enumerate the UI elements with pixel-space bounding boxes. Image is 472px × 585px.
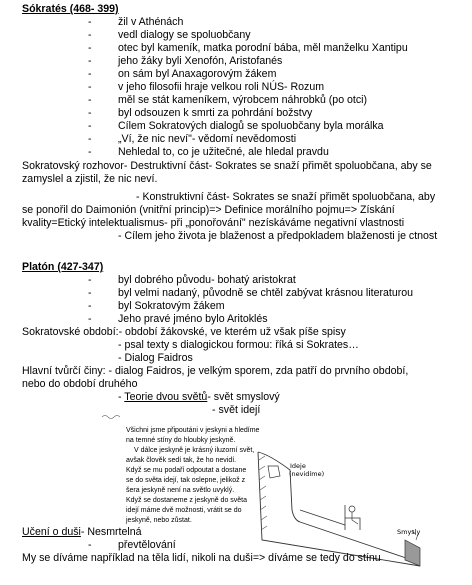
list-item: - v jeho filosofii hraje velkou roli NÚS- Rozum [88, 81, 325, 93]
list-item: - on sám byl Anaxagorovým žákem [88, 68, 277, 80]
diagram-label-ideas-sub: (nevidíme) [289, 470, 325, 478]
soul-teaching-title: Učení o duši [22, 526, 81, 538]
list-item: - Cílem Sokratových dialogů se spoluobčany byla morálka [88, 120, 384, 132]
shadow-conclusion-line: My se díváme například na těla lidí, nikoli na duši=> díváme se tedy do stínu [22, 552, 381, 564]
diagram-label-ideas: Ideje [290, 462, 306, 470]
cave-text-line: idejí máme dvě možnosti, vrátit se do [126, 507, 242, 514]
list-item: - Jeho pravé jméno bylo Aritoklés [88, 313, 268, 325]
socrates-heading: Sókratés (468- 399) [22, 3, 119, 15]
life-goal-line: - Cílem jeho života je blaženost a předpokladem blaženosti je ctnost [118, 230, 438, 242]
world-of-ideas-line: - svět idejí [212, 404, 261, 416]
diagram-label-senses: Smysly [397, 528, 421, 536]
list-item: - byl odsouzen k smrti za pohrdání božstvy [88, 107, 313, 119]
cave-text-line: se do světa idejí, tak oslepne, jelikož z [126, 477, 246, 484]
two-worlds-line: - Teorie dvou světů- svět smyslový [118, 391, 280, 403]
cave-text-line: Všichni jsme připoutáni v jeskyni a hledíme [126, 427, 260, 434]
list-item: - byl velmi nadaný, původně se chtěl zabývat krásnou literaturou [88, 287, 414, 299]
list-item: - vedl dialogy se spoluobčany [88, 29, 251, 41]
cave-text-line: avšak člověk sedí tak, že ho nevidí. [126, 457, 237, 464]
constructive-part-line: kvality=Etický intelektualismus- při „ponořování" nezískáváme negativní vlastnosti [22, 217, 405, 229]
cave-text-line: V dálce jeskyně je krásný iluzorní svět, [134, 447, 255, 454]
cave-text-line: šera jeskyně není na světlo uvyklý. [126, 487, 235, 494]
list-item: - měl se stát kameníkem, výrobcem náhrobků (po otci) [88, 94, 368, 106]
list-item: - otec byl kameník, matka porodní bába, měl manželku Xantipu [88, 42, 408, 54]
list-item: - převtělování [88, 539, 176, 551]
cave-text-line: jeskyně, nebo zůstat. [126, 517, 192, 524]
list-item: - „Ví, že nic neví"- vědomí nevědomosti [88, 133, 297, 145]
list-item: - žil v Athénách [88, 16, 184, 28]
constructive-part-line: - Konstruktivní část- Sokrates se snaží přimět spoluobčana, aby [136, 191, 436, 203]
constructive-part-line: se ponořil do Daimonión (vnitřní princip)=> Definice morálního pojmu=> Získání [22, 204, 395, 216]
list-item: - byl dobrého původu- bohatý aristokrat [88, 274, 296, 286]
list-item: - byl Sokratovým žákem [88, 300, 225, 312]
plato-heading: Platón (427-347) [22, 261, 104, 273]
dialogue-paragraph-line: zamyslel a zjistil, že nic neví. [22, 173, 158, 185]
main-works-line: Hlavní tvůrčí činy: - dialog Faidros, je velkým sporem, zda patří do prvního období, [22, 365, 409, 377]
main-works-line: nebo do období druhého [22, 378, 138, 390]
two-worlds-title: Teorie dvou světů [124, 391, 208, 403]
list-item: - jeho žáky byli Xenofón, Aristofanés [88, 55, 283, 67]
cave-text-line: Když se mu podaří odpoutat a dostane [126, 467, 247, 474]
soul-teaching-line: Učení o duši- Nesmrtelná [22, 526, 142, 538]
dialogue-paragraph-line: Sokratovský rozhovor- Destruktivní část- Sokrates se snaží přimět spoluobčana, aby se [22, 160, 432, 172]
socratic-period-sub: - psal texty s dialogickou formou: říká si Sokrates… [118, 339, 359, 351]
cave-text-line: Když se dostaneme z jeskyně do světa [126, 497, 248, 504]
socratic-period-line: Sokratovské období:- období žákovské, ve kterém už však píše spisy [22, 326, 346, 338]
socratic-period-sub: - Dialog Faidros [118, 352, 193, 364]
cave-text-line: na temné stíny do hloubky jeskyně. [126, 437, 236, 444]
list-item: - Nehledal to, co je užitečné, ale hledal pravdu [88, 146, 329, 158]
